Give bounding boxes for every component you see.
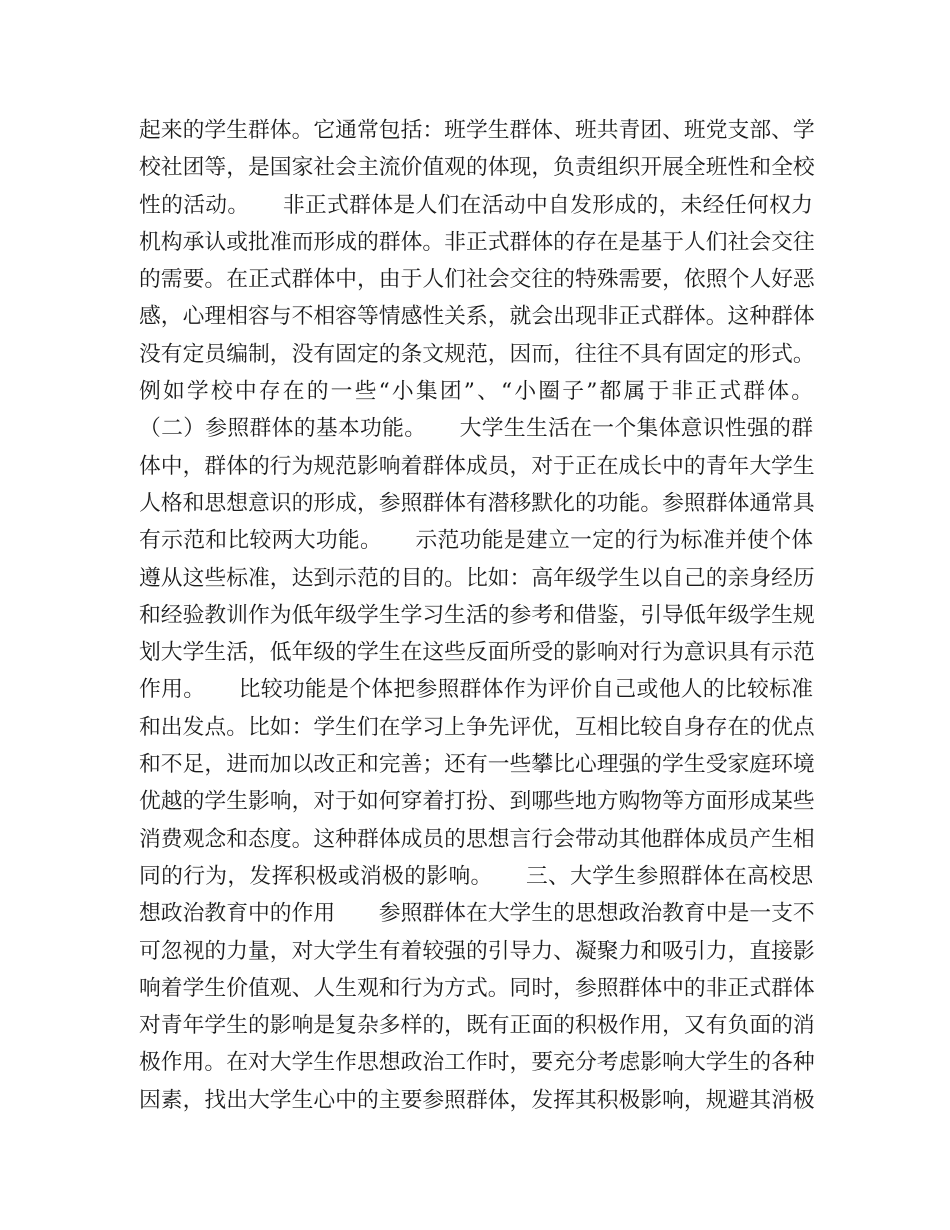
text-line: 想政治教育中的作用 参照群体在大学生的思想政治教育中是一支不 bbox=[139, 901, 815, 927]
text-line: 极作用。在对大学生作思想政治工作时，要充分考虑影响大学生的各种 bbox=[139, 1050, 815, 1076]
text-line: 感，心理相容与不相容等情感性关系，就会出现非正式群体。这种群体 bbox=[139, 304, 815, 330]
text-line: 体中，群体的行为规范影响着群体成员，对于正在成长中的青年大学生 bbox=[139, 453, 815, 479]
text-line: 和经验教训作为低年级学生学习生活的参考和借鉴，引导低年级学生规 bbox=[139, 602, 815, 628]
text-line: 和不足，进而加以改正和完善；还有一些攀比心理强的学生受家庭环境 bbox=[139, 752, 815, 778]
text-line: 例如学校中存在的一些“小集团”、“小圈子”都属于非正式群体。 bbox=[139, 379, 813, 405]
text-line: 因素，找出大学生心中的主要参照群体，发挥其积极影响，规避其消极 bbox=[139, 1087, 815, 1113]
text-line: 作用。 比较功能是个体把参照群体作为评价自己或他人的比较标准 bbox=[139, 677, 813, 703]
text-line: 和出发点。比如：学生们在学习上争先评优，互相比较自身存在的优点 bbox=[139, 714, 815, 740]
body-text bbox=[139, 112, 813, 1119]
text-line: 划大学生活，低年级的学生在这些反面所受的影响对行为意识具有示范 bbox=[139, 640, 815, 666]
text-line: 优越的学生影响，对于如何穿着打扮、到哪些地方购物等方面形成某些 bbox=[139, 789, 815, 815]
text-line: 同的行为，发挥积极或消极的影响。 三、大学生参照群体在高校思 bbox=[139, 863, 813, 889]
text-line: 遵从这些标准，达到示范的目的。比如：高年级学生以自己的亲身经历 bbox=[139, 565, 815, 591]
text-line: 起来的学生群体。它通常包括：班学生群体、班共青团、班党支部、学 bbox=[139, 118, 815, 143]
text-line: 有示范和比较两大功能。 示范功能是建立一定的行为标准并使个体 bbox=[139, 528, 813, 554]
text-line: 消费观念和态度。这种群体成员的思想言行会带动其他群体成员产生相 bbox=[139, 826, 815, 852]
text-line: 可忽视的力量，对大学生有着较强的引导力、凝聚力和吸引力，直接影 bbox=[139, 938, 815, 964]
text-line: 机构承认或批准而形成的群体。非正式群体的存在是基于人们社会交往 bbox=[139, 229, 815, 255]
text-line: 校社团等，是国家社会主流价值观的体现，负责组织开展全班性和全校 bbox=[139, 155, 815, 181]
text-line: 的需要。在正式群体中，由于人们社会交往的特殊需要，依照个人好恶 bbox=[139, 267, 815, 293]
text-line: 响着学生价值观、人生观和行为方式。同时，参照群体中的非正式群体 bbox=[139, 975, 815, 1001]
text-line: 性的活动。 非正式群体是人们在活动中自发形成的，未经任何权力 bbox=[139, 192, 813, 218]
text-line: 对青年学生的影响是复杂多样的，既有正面的积极作用，又有负面的消 bbox=[139, 1013, 815, 1039]
text-line: 人格和思想意识的形成，参照群体有潜移默化的功能。参照群体通常具 bbox=[139, 490, 815, 516]
text-line: （二）参照群体的基本功能。 大学生生活在一个集体意识性强的群 bbox=[139, 416, 813, 442]
text-line: 没有定员编制，没有固定的条文规范，因而，往往不具有固定的形式。 bbox=[139, 341, 815, 367]
